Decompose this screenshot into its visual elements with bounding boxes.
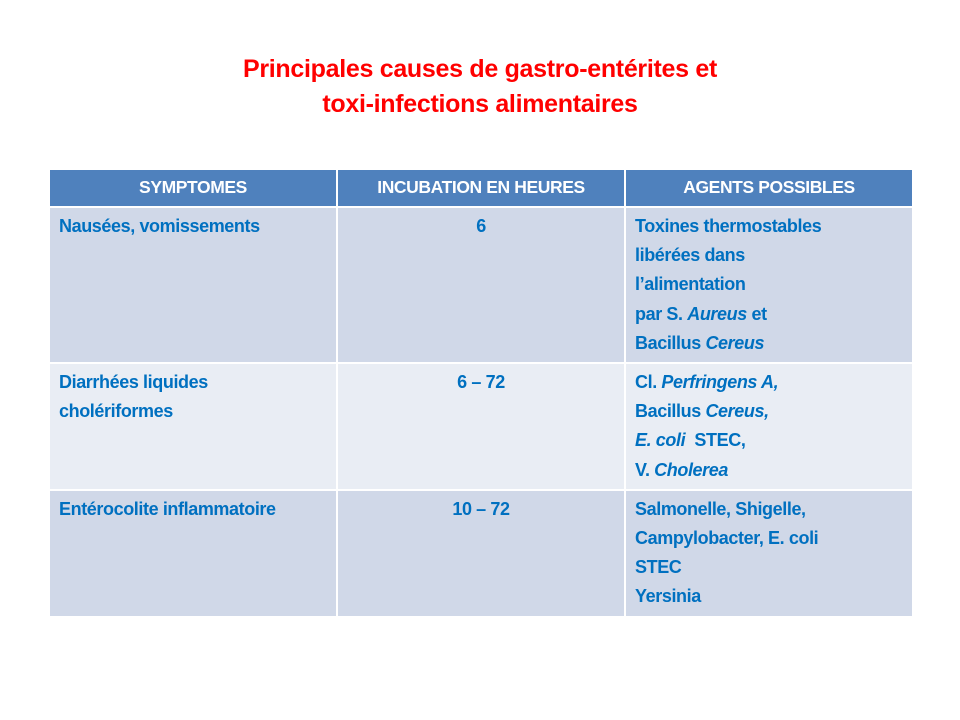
agent-species: Aureus <box>687 303 747 324</box>
slide-title-line-2: toxi-infections alimentaires <box>322 90 638 118</box>
agent-line: Salmonelle, Shigelle, <box>635 498 806 519</box>
agent-line: l’alimentation <box>635 274 746 295</box>
agent-text: Cl. <box>635 372 662 393</box>
agent-line <box>635 300 903 329</box>
agent-line: STEC <box>635 557 682 578</box>
agent-species: Perfringens A, <box>661 372 779 393</box>
cell-symptoms <box>49 363 337 490</box>
cell-incubation: 6 <box>337 207 625 363</box>
cell-agents <box>625 363 913 490</box>
agent-text: V. <box>635 459 655 480</box>
cell-symptoms: Nausées, vomissements <box>49 207 337 363</box>
header-symptomes: SYMPTOMES <box>49 169 337 207</box>
cell-incubation: 10 – 72 <box>337 490 625 617</box>
agent-line: Toxines thermostables <box>635 216 822 236</box>
header-incubation: INCUBATION EN HEURES <box>337 169 625 207</box>
agent-text: et <box>746 303 767 324</box>
cell-incubation: 6 – 72 <box>337 363 625 490</box>
table-row <box>49 207 913 363</box>
agent-text: STEC, <box>685 430 746 451</box>
agent-line <box>635 426 903 455</box>
agent-species: Cereus, <box>705 401 769 422</box>
cell-agents <box>625 207 913 363</box>
table-header-row <box>49 169 913 207</box>
agent-line: Yersinia <box>635 586 701 607</box>
agent-line: libérées dans <box>635 245 745 266</box>
agent-line <box>635 329 903 358</box>
symptom-line: cholériformes <box>59 401 173 422</box>
agent-line: Campylobacter, E. coli <box>635 528 819 549</box>
agent-text: Bacillus <box>635 401 706 422</box>
symptom-line: Diarrhées liquides <box>59 372 208 393</box>
header-agents: AGENTS POSSIBLES <box>625 169 913 207</box>
cell-agents <box>625 490 913 617</box>
agent-text: Bacillus <box>635 332 706 353</box>
table-row <box>49 363 913 490</box>
agent-line <box>635 397 903 426</box>
agent-line <box>635 368 903 397</box>
agent-line <box>635 456 903 485</box>
table-row <box>49 490 913 617</box>
causes-table <box>48 168 914 618</box>
slide-title <box>0 52 960 122</box>
slide-title-line-1: Principales causes de gastro-entérites et <box>242 55 718 83</box>
agent-species: Cholerea <box>654 459 728 480</box>
agent-text: par S. <box>635 303 688 324</box>
cell-symptoms: Entérocolite inflammatoire <box>49 490 337 617</box>
agent-species: Cereus <box>705 332 765 353</box>
agent-species: E. coli <box>635 430 686 451</box>
